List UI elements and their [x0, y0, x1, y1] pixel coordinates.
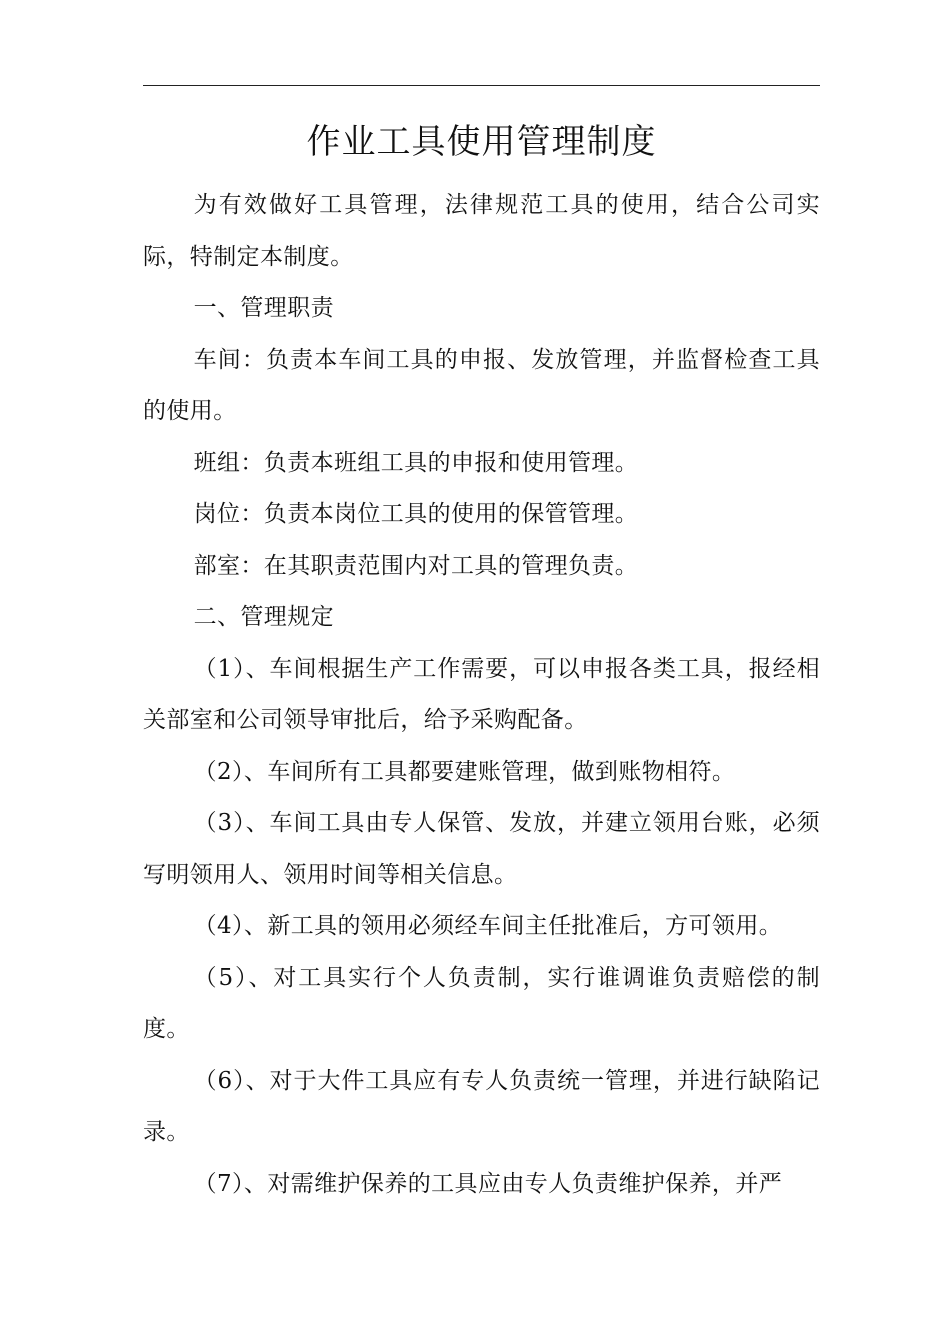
rule-item-3: （3）、车间工具由专人保管、发放，并建立领用台账，必须写明领用人、领用时间等相关信息。	[143, 810, 820, 888]
paragraph-post: 岗位：负责本岗位工具的使用的保管管理。	[193, 501, 639, 527]
paragraph-team: 班组：负责本班组工具的申报和使用管理。	[193, 449, 639, 476]
section-heading-regulations: 二、管理规定	[193, 604, 334, 630]
rule-item-4: （4）、新工具的领用必须经车间主任批准后，方可领用。	[193, 913, 783, 939]
section-heading-responsibilities: 一、管理职责	[193, 295, 334, 321]
paragraph-workshop: 车间：负责本车间工具的申报、发放管理，并监督检查工具的使用。	[143, 346, 820, 424]
paragraph-department: 部室：在其职责范围内对工具的管理负责。	[193, 552, 639, 579]
header-rule	[143, 85, 820, 86]
document-title: 作业工具使用管理制度	[306, 122, 657, 162]
rule-item-1: （1）、车间根据生产工作需要，可以申报各类工具，报经相关部室和公司领导审批后，给予采购配备。	[143, 655, 820, 733]
intro-paragraph: 为有效做好工具管理，法律规范工具的使用，结合公司实际，特制定本制度。	[143, 192, 820, 270]
rule-item-6: （6）、对于大件工具应有专人负责统一管理，并进行缺陷记录。	[143, 1067, 820, 1145]
rule-item-7: （7）、对需维护保养的工具应由专人负责维护保养，并严	[193, 1170, 783, 1197]
rule-item-5: （5）、对工具实行个人负责制，实行谁调谁负责赔偿的制度。	[143, 964, 820, 1042]
rule-item-2: （2）、车间所有工具都要建账管理，做到账物相符。	[193, 758, 736, 785]
document-body	[143, 180, 820, 1210]
